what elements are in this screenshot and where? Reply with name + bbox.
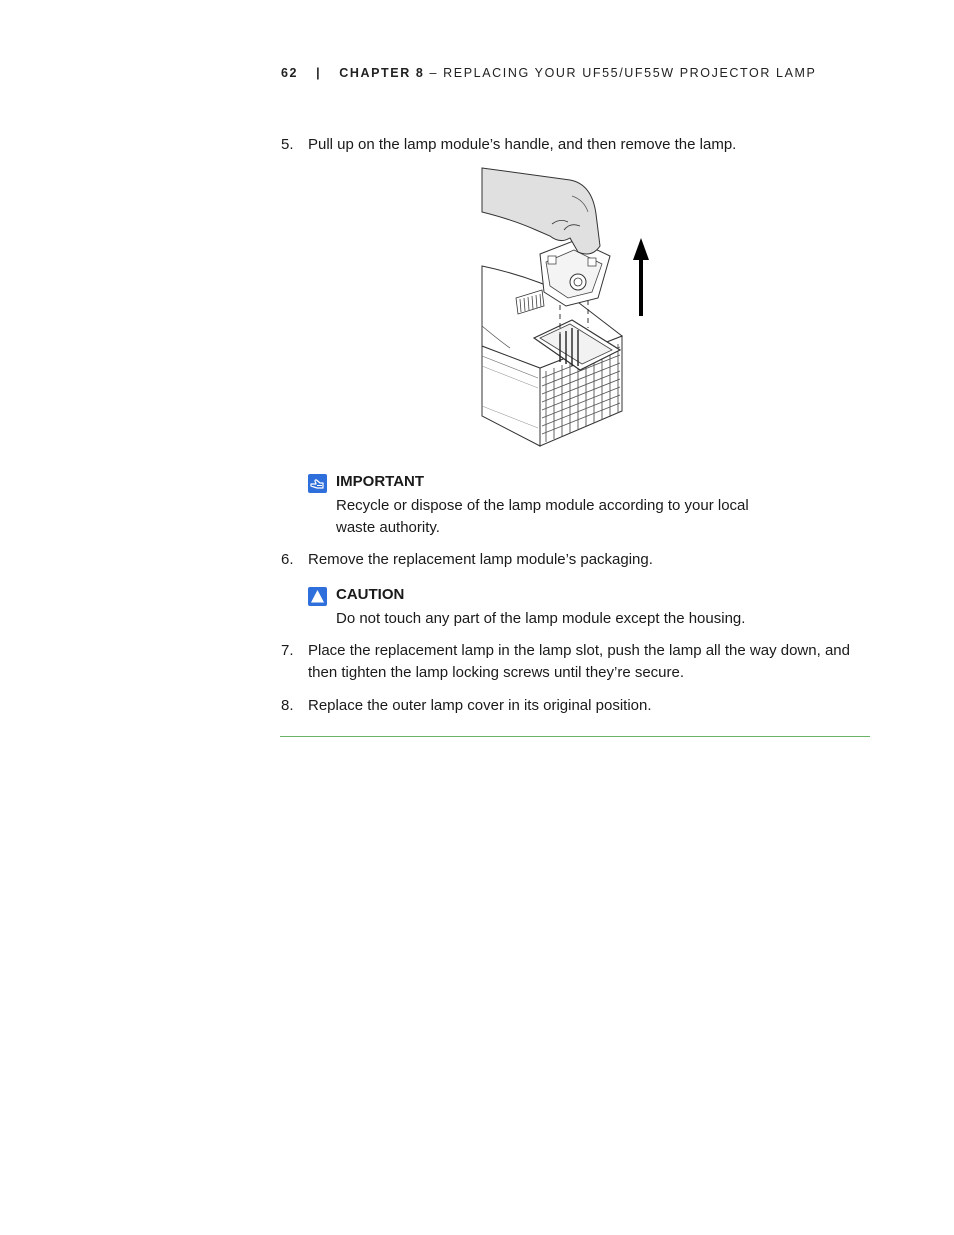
step-text: Place the replacement lamp in the lamp slot, push the lamp all the way down, and then tighten the lamp locking screws until they’re secure.: [308, 642, 850, 681]
chapter-title: – REPLACING YOUR UF55/UF55W PROJECTOR LAMP: [429, 66, 817, 80]
header-separator: |: [316, 66, 322, 80]
important-body: Recycle or dispose of the lamp module according to your local waste authority.: [336, 497, 749, 536]
caution-body: Do not touch any part of the lamp module except the housing.: [336, 610, 746, 627]
step-text: Replace the outer lamp cover in its original position.: [308, 697, 652, 714]
running-header: [281, 66, 817, 80]
step-number: 6.: [281, 551, 294, 568]
chapter-label: CHAPTER 8: [339, 66, 425, 80]
caution-heading: CAUTION: [336, 586, 405, 603]
step-number: 5.: [281, 136, 294, 153]
pointing-hand-icon: [308, 474, 327, 493]
lamp-removal-illustration: [480, 166, 652, 448]
page-number: 62: [281, 66, 299, 80]
step-number: 7.: [281, 642, 294, 659]
step-number: 8.: [281, 697, 294, 714]
warning-triangle-icon: [308, 587, 327, 606]
lamp-removal-drawing: [480, 166, 652, 448]
step-text: Pull up on the lamp module’s handle, and then remove the lamp.: [308, 136, 737, 153]
important-heading: IMPORTANT: [336, 473, 425, 490]
section-divider: [280, 736, 870, 737]
step-text: Remove the replacement lamp module’s packaging.: [308, 551, 653, 568]
